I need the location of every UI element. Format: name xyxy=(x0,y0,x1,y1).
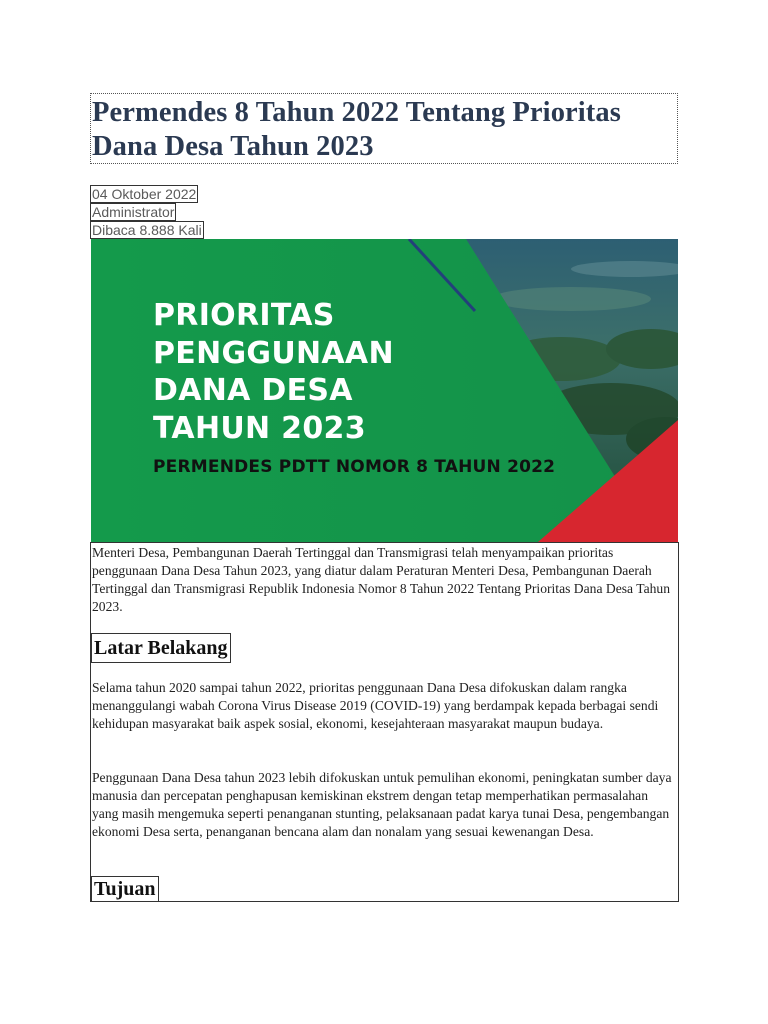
banner-subheading: PERMENDES PDTT NOMOR 8 TAHUN 2022 xyxy=(153,457,556,477)
section-heading-tujuan: Tujuan xyxy=(91,876,159,902)
post-author[interactable]: Administrator xyxy=(92,204,175,220)
intro-paragraph: Menteri Desa, Pembangunan Daerah Tertinggal dan Transmigrasi telah menyampaikan prioritas penggunaan Dana Desa Tahun 2023, yang diatur dalam Peraturan Menteri Desa, Pembangunan Daerah Tertinggal dan Transmigrasi Republik Indonesia Nomor 8 Tahun 2022 Tentang Prioritas Dana Desa Tahun 2023. xyxy=(92,545,670,614)
banner-line: PRIORITAS xyxy=(153,298,335,333)
article-title: Permendes 8 Tahun 2022 Tentang Prioritas Dana Desa Tahun 2023 xyxy=(92,97,621,162)
body-paragraph: Selama tahun 2020 sampai tahun 2022, prioritas penggunaan Dana Desa difokuskan dalam rangka menanggulangi wabah Corona Virus Disease 2019 (COVID-19) yang berdampak kepada berbagai sendi kehidupan masyarakat baik aspek sosial, ekonomi, kesejahteraan masyarakat maupun budaya. xyxy=(92,680,659,731)
article-title-box xyxy=(90,93,678,164)
banner-line: PENGGUNAAN xyxy=(153,335,394,371)
article-body xyxy=(90,542,679,902)
body-paragraph: Penggunaan Dana Desa tahun 2023 lebih difokuskan untuk pemulihan ekonomi, peningkatan sumber daya manusia dan percepatan penghapusan kemiskinan ekstrem dengan tetap memperhatikan permasalahan yang masih mengemuka seperti penanganan stunting, pelaksanaan padat karya tunai Desa, pengembangan ekonomi Desa serta, penanganan bencana alam dan nonalam yang sesuai kewenangan Desa. xyxy=(92,770,672,839)
view-count: Dibaca 8.888 Kali xyxy=(92,222,202,238)
banner-line: DANA DESA xyxy=(153,373,353,408)
featured-image xyxy=(91,239,678,542)
post-date: 04 Oktober 2022 xyxy=(92,186,197,202)
banner-heading xyxy=(153,297,394,447)
banner-line: TAHUN 2023 xyxy=(153,410,366,446)
section-heading-latar-belakang: Latar Belakang xyxy=(91,633,231,663)
